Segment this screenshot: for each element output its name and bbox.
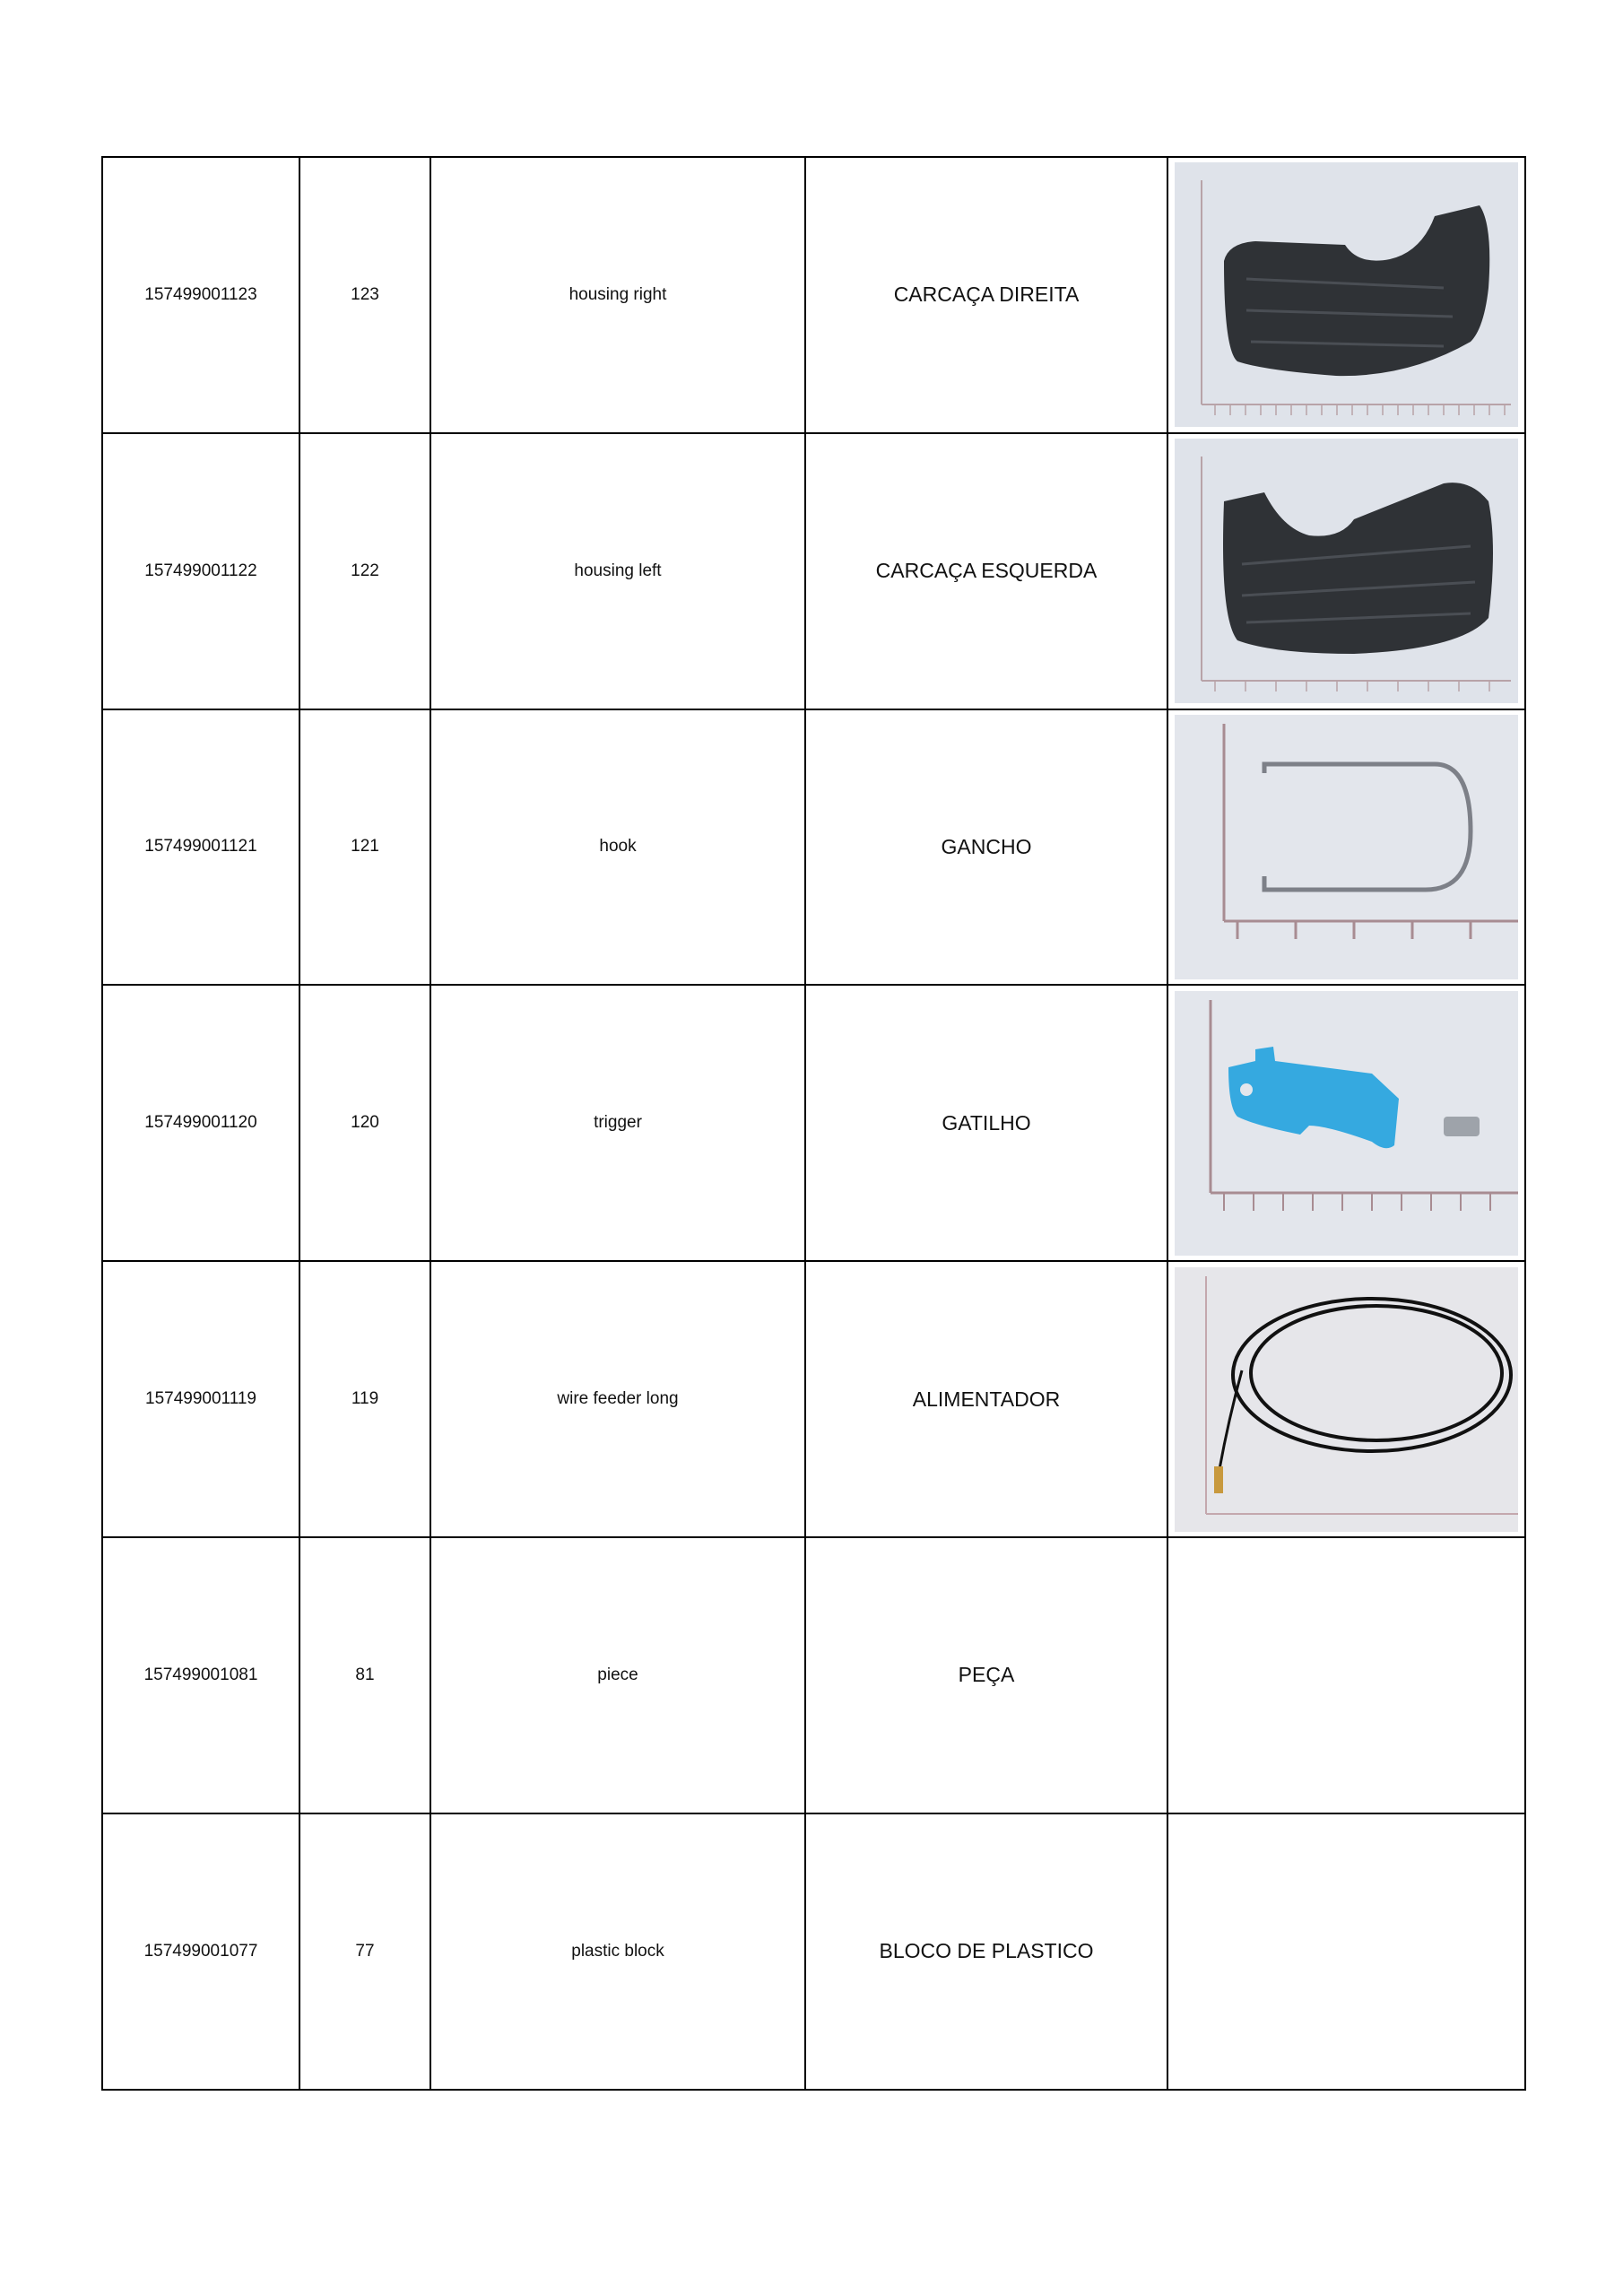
part-name-en: housing left (430, 433, 805, 709)
part-name-en: housing right (430, 157, 805, 433)
part-number: 81 (299, 1537, 430, 1813)
part-photo-cell (1167, 985, 1525, 1261)
table-row (102, 985, 1525, 1261)
part-code: 157499001119 (102, 1261, 299, 1537)
table-row (102, 433, 1525, 709)
part-photo-cell (1167, 1813, 1525, 2090)
housing-right-photo (1175, 162, 1518, 427)
table-row (102, 709, 1525, 986)
part-photo-cell (1167, 1261, 1525, 1537)
part-name-en: plastic block (430, 1813, 805, 2090)
part-code: 157499001120 (102, 985, 299, 1261)
part-name-en: hook (430, 709, 805, 986)
table-row (102, 1261, 1525, 1537)
part-name-en: piece (430, 1537, 805, 1813)
housing-left-photo (1175, 439, 1518, 703)
trigger-photo (1175, 991, 1518, 1256)
part-name-en: trigger (430, 985, 805, 1261)
part-code: 157499001077 (102, 1813, 299, 2090)
part-code: 157499001122 (102, 433, 299, 709)
part-number: 120 (299, 985, 430, 1261)
table-row (102, 1537, 1525, 1813)
part-name-pt: PEÇA (805, 1537, 1167, 1813)
part-number: 123 (299, 157, 430, 433)
parts-table (101, 156, 1526, 2091)
part-name-pt: GATILHO (805, 985, 1167, 1261)
part-code: 157499001121 (102, 709, 299, 986)
part-photo-cell (1167, 157, 1525, 433)
table-row (102, 1813, 1525, 2090)
part-number: 122 (299, 433, 430, 709)
part-photo-cell (1167, 709, 1525, 986)
part-name-pt: GANCHO (805, 709, 1167, 986)
part-number: 77 (299, 1813, 430, 2090)
part-name-pt: CARCAÇA DIREITA (805, 157, 1167, 433)
part-name-pt: ALIMENTADOR (805, 1261, 1167, 1537)
part-code: 157499001081 (102, 1537, 299, 1813)
part-number: 119 (299, 1261, 430, 1537)
part-photo-cell (1167, 1537, 1525, 1813)
hook-photo (1175, 715, 1518, 979)
wire-feeder-photo (1175, 1267, 1518, 1532)
part-name-pt: CARCAÇA ESQUERDA (805, 433, 1167, 709)
part-name-pt: BLOCO DE PLASTICO (805, 1813, 1167, 2090)
part-code: 157499001123 (102, 157, 299, 433)
part-photo-cell (1167, 433, 1525, 709)
table-row (102, 157, 1525, 433)
part-name-en: wire feeder long (430, 1261, 805, 1537)
part-number: 121 (299, 709, 430, 986)
